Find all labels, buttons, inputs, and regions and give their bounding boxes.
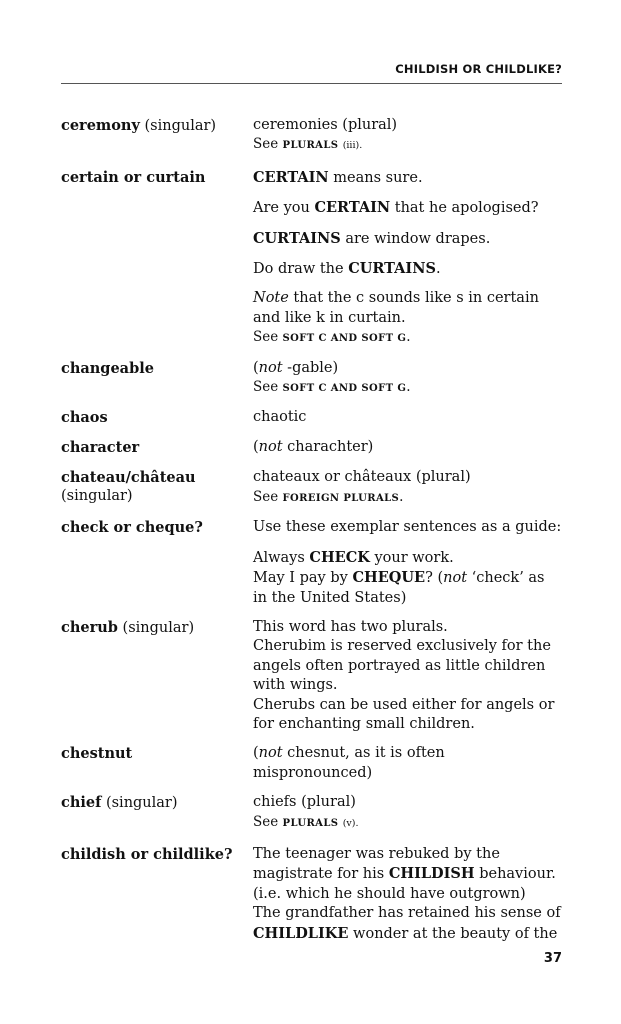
headword: certain or curtain [61, 168, 206, 186]
ref-target: FOREIGN PLURALS [282, 492, 400, 504]
paren: ( [253, 745, 259, 762]
definition-line [253, 359, 563, 378]
cross-reference [253, 488, 563, 508]
paren: ( [253, 359, 259, 376]
definition-line: (i.e. which he should have outgrown) [253, 885, 526, 902]
entry-term [61, 468, 253, 508]
text: The grandfather has retained his sense of [253, 905, 561, 922]
ref-end: . [406, 379, 411, 396]
plural-form: ceremonies (plural) [253, 117, 398, 133]
definition-line: Cherubim is reserved exclusively for the angels often portrayed as little children with wings. [253, 638, 551, 694]
headword-note: (singular) [139, 118, 217, 134]
entry-term [61, 408, 253, 428]
text: Are you [253, 200, 315, 217]
entry-certain-or-curtain [61, 168, 563, 349]
note-label: Note [253, 290, 289, 307]
cross-reference [253, 135, 563, 155]
definition-line [253, 229, 563, 249]
not-label: not [258, 439, 283, 456]
ref-target: SOFT C AND SOFT G [282, 383, 407, 395]
entry-definition [253, 793, 563, 833]
keyword: CERTAIN [253, 168, 329, 186]
example-line [253, 904, 563, 944]
text: The teenager was rebuked by the magistrate for his [253, 845, 500, 883]
entry-definition [253, 618, 563, 734]
entry-term [61, 518, 253, 608]
text: means sure. [328, 169, 423, 186]
keyword: CHEQUE [352, 569, 426, 587]
plural-form: chateaux or châteaux (plural) [253, 469, 471, 486]
text: May I pay by [253, 570, 353, 587]
definition-line [253, 168, 563, 188]
entry-term [61, 744, 253, 783]
entry-term [61, 116, 253, 156]
entry-chateau [61, 468, 563, 508]
see-label: See [253, 136, 279, 153]
entry-term [61, 438, 253, 458]
cross-reference [253, 813, 563, 833]
headword: chief [61, 794, 102, 812]
entry-definition [253, 845, 563, 944]
headword-note: (singular) [101, 795, 178, 812]
headword: chaos [61, 409, 108, 427]
see-label: See [253, 379, 279, 396]
keyword: CHECK [309, 548, 370, 566]
note-text: that the c sounds like s in certain and like k in curtain. [253, 290, 539, 326]
definition-line: This word has two plurals. [253, 618, 448, 635]
text: -gable) [282, 359, 339, 376]
usage-note [253, 289, 563, 328]
entry-character [61, 438, 563, 458]
headword: chateau/château [61, 469, 196, 487]
definition-line: Cherubs can be used either for angels or for enchanting small children. [253, 696, 555, 732]
ref-end: . [399, 488, 404, 505]
text: ‘check’ as in the United States) [253, 570, 545, 606]
entry-term [61, 618, 253, 734]
entry-changeable [61, 359, 563, 399]
not-label: not [258, 359, 283, 376]
keyword: CURTAINS [253, 229, 341, 247]
not-label: not [258, 745, 283, 762]
definition-line [253, 438, 563, 457]
example-line [253, 259, 563, 279]
text: behaviour. [474, 866, 556, 883]
entry-definition [253, 518, 563, 608]
entry-term [61, 793, 253, 833]
entry-term [61, 359, 253, 399]
text: Always [253, 549, 310, 566]
example-line [253, 548, 563, 568]
text: that he apologised? [390, 200, 539, 217]
headword: chestnut [61, 745, 133, 763]
entry-definition [253, 359, 563, 399]
cross-reference [253, 378, 563, 398]
headword-note: (singular) [61, 488, 133, 505]
paren: ( [253, 439, 259, 456]
see-label: See [253, 329, 279, 346]
entry-definition [253, 744, 563, 783]
running-header: CHILDISH OR CHILDLIKE? [395, 62, 562, 76]
headword: ceremony [61, 117, 140, 134]
headword: changeable [61, 359, 154, 377]
example-line [253, 845, 563, 885]
entry-chestnut [61, 744, 563, 783]
headword: cherub [61, 618, 118, 636]
definition-line: chaotic [253, 409, 307, 426]
keyword: CURTAINS [348, 260, 436, 278]
cross-reference [253, 328, 563, 348]
headword-note: (singular) [117, 619, 195, 636]
text: wonder at the beauty of the [348, 925, 558, 942]
see-label: See [253, 488, 279, 505]
ref-end: . [406, 329, 411, 346]
text: . [435, 261, 441, 278]
keyword: CERTAIN [314, 199, 391, 217]
entry-chaos [61, 408, 563, 428]
entry-definition [253, 468, 563, 508]
ref-target: SOFT C AND SOFT G [282, 333, 407, 345]
text: Do draw the [253, 261, 349, 278]
text: charachter) [282, 439, 374, 456]
ref-target: PLURALS [282, 140, 339, 152]
entry-term [61, 845, 253, 944]
example-line [253, 198, 563, 218]
entry-definition [253, 168, 563, 349]
entry-definition [253, 408, 563, 428]
ref-target: PLURALS [282, 817, 339, 829]
entry-childish-or-childlike [61, 845, 563, 944]
ref-suffix: (v). [342, 817, 359, 829]
definition-line [253, 744, 563, 783]
example-line [253, 568, 563, 608]
header-rule [61, 83, 562, 84]
entry-term [61, 168, 253, 349]
text: your work. [369, 549, 454, 566]
definition-line: Use these exemplar sentences as a guide: [253, 519, 562, 536]
see-label: See [253, 813, 279, 830]
dictionary-entries [61, 116, 563, 944]
entry-chief [61, 793, 563, 833]
entry-check-or-cheque [61, 518, 563, 608]
headword: childish or childlike? [61, 845, 233, 863]
headword: character [61, 439, 140, 457]
text: ? ( [425, 570, 444, 587]
not-label: not [443, 570, 468, 587]
page-number: 37 [543, 951, 562, 966]
entry-cherub [61, 618, 563, 734]
entry-definition [253, 438, 563, 458]
keyword: CHILDLIKE [253, 924, 349, 942]
entry-definition [253, 116, 563, 156]
entry-ceremony [61, 116, 563, 156]
text: are window drapes. [340, 230, 491, 247]
plural-form: chiefs (plural) [253, 794, 356, 811]
keyword: CHILDISH [388, 865, 475, 883]
ref-suffix: (iii). [342, 140, 363, 152]
headword: check or cheque? [61, 519, 203, 537]
text: chesnut, as it is often mispronounced) [253, 745, 445, 781]
